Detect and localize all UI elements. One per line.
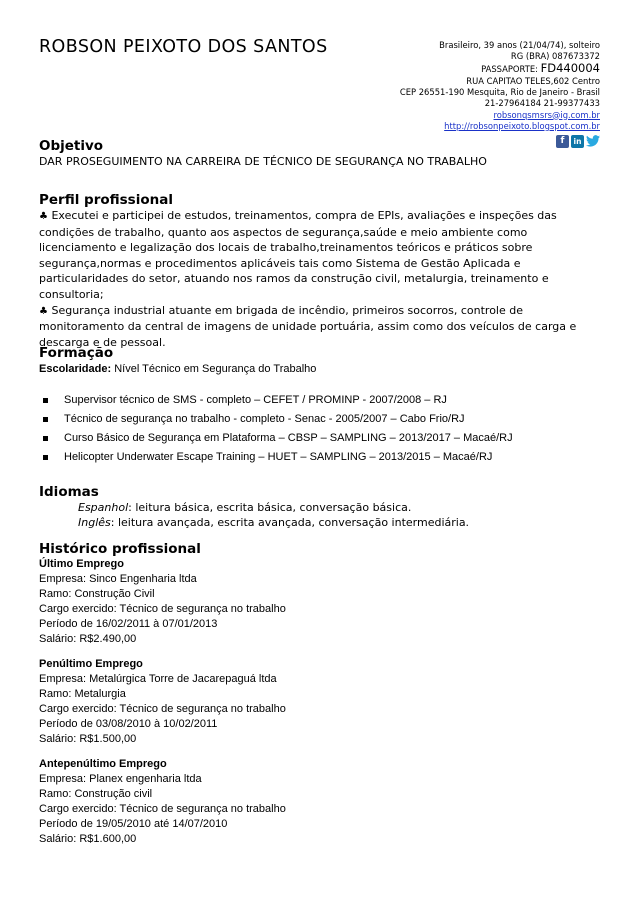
objective-heading: Objetivo [39, 138, 104, 154]
objective-text: DAR PROSEGUIMENTO NA CARREIRA DE TÉCNICO DE SEGURANÇA NO TRABALHO [39, 155, 487, 168]
linkedin-icon[interactable]: in [571, 135, 584, 148]
list-item: Técnico de segurança no trabalho - completo - Senac - 2005/2007 – Cabo Frio/RJ [39, 410, 600, 429]
passport-number: FD440004 [540, 61, 600, 76]
profile-heading: Perfil profissional [39, 192, 173, 208]
list-item: Curso Básico de Segurança em Plataforma – CBSP – SAMPLING – 2013/2017 – Macaé/RJ [39, 429, 600, 448]
address-line-2: CEP 26551-190 Mesquita, Rio de Janeiro - Brasil [399, 87, 600, 98]
schooling-value: Nível Técnico em Segurança do Trabalho [111, 363, 317, 375]
job-company: Empresa: Sinco Engenharia ltda [39, 573, 197, 585]
candidate-name: ROBSON PEIXOTO DOS SANTOS [39, 37, 328, 57]
job-period: Período de 19/05/2010 até 14/07/2010 [39, 818, 228, 830]
address-line-1: RUA CAPITAO TELES,602 Centro [466, 76, 600, 87]
job-entry [39, 757, 600, 847]
education-section [39, 345, 600, 467]
education-heading: Formação [39, 345, 114, 361]
contact-block [400, 40, 600, 148]
job-company: Empresa: Planex engenharia ltda [39, 773, 202, 785]
job-title: Último Emprego [39, 558, 124, 570]
job-role: Cargo exercido: Técnico de segurança no trabalho [39, 803, 286, 815]
square-bullet-icon [43, 455, 48, 460]
phone-numbers: 21-27964184 21-99377433 [484, 98, 600, 109]
job-title: Penúltimo Emprego [39, 658, 143, 670]
profile-section [39, 192, 600, 350]
list-item: Supervisor técnico de SMS - completo – CEFET / PROMINP - 2007/2008 – RJ [39, 391, 600, 410]
square-bullet-icon [43, 417, 48, 422]
club-bullet-icon: ♣ [39, 305, 48, 317]
work-history-heading: Histórico profissional [39, 541, 201, 557]
email-link[interactable]: robsonqsmsrs@ig.com.br [493, 109, 600, 120]
work-history-section [39, 541, 600, 847]
job-role: Cargo exercido: Técnico de segurança no trabalho [39, 703, 286, 715]
job-salary: Salário: R$1.600,00 [39, 833, 137, 845]
job-role: Cargo exercido: Técnico de segurança no trabalho [39, 603, 286, 615]
job-sector: Ramo: Construção civil [39, 788, 153, 800]
course-list [39, 391, 600, 467]
personal-info: Brasileiro, 39 anos (21/04/74), solteiro [439, 40, 600, 50]
facebook-icon[interactable]: f [556, 135, 569, 148]
job-sector: Ramo: Metalurgia [39, 688, 126, 700]
job-entry [39, 557, 600, 647]
schooling [39, 361, 600, 377]
objective-section [39, 138, 600, 169]
rg-info: RG (BRA) 087673372 [510, 51, 600, 62]
job-company: Empresa: Metalúrgica Torre de Jacarepaguá ltda [39, 673, 277, 685]
language-item: Espanhol: leitura básica, escrita básica, conversação básica. [78, 501, 412, 514]
languages-section [39, 484, 600, 530]
passport-info [400, 63, 600, 75]
job-period: Período de 16/02/2011 à 07/01/2013 [39, 618, 218, 630]
list-item: Helicopter Underwater Escape Training – HUET – SAMPLING – 2013/2015 – Macaé/RJ [39, 448, 600, 467]
blog-link[interactable]: http://robsonpeixoto.blogspot.com.br [444, 120, 600, 131]
language-item: Inglês: leitura avançada, escrita avançada, conversação intermediária. [78, 516, 470, 529]
job-salary: Salário: R$1.500,00 [39, 733, 137, 745]
square-bullet-icon [43, 398, 48, 403]
job-title: Antepenúltimo Emprego [39, 758, 167, 770]
passport-label: PASSAPORTE: [481, 64, 538, 75]
job-salary: Salário: R$2.490,00 [39, 633, 137, 645]
profile-item: ♣ Segurança industrial atuante em brigada de incêndio, primeiros socorros, controle de monitoramento da central de imagens de unidade portuária, assim como dos veículos de carga e descarga e de pessoal. [39, 303, 577, 349]
square-bullet-icon [43, 436, 48, 441]
schooling-label: Escolaridade: [39, 363, 112, 375]
profile-item: ♣ Executei e participei de estudos, treinamentos, compra de EPIs, avaliações e inspeções das condições de trabalho, quanto aos aspectos de segurança,saúde e meio ambiente como licenciamento e legalização dos locais de trabalho,treinamentos teóricos e práticos sobre segurança,normas e procedimentos aplicáveis tais como Sistema de Gestão Aplicada e particularidades do setor, atuando nos ramos da construção civil, metalurgia, treinamento e consultoria; [39, 209, 557, 301]
club-bullet-icon: ♣ [39, 211, 48, 222]
languages-heading: Idiomas [39, 484, 99, 500]
job-entry [39, 657, 600, 747]
job-sector: Ramo: Construção Civil [39, 588, 155, 600]
job-period: Período de 03/08/2010 à 10/02/2011 [39, 718, 218, 730]
